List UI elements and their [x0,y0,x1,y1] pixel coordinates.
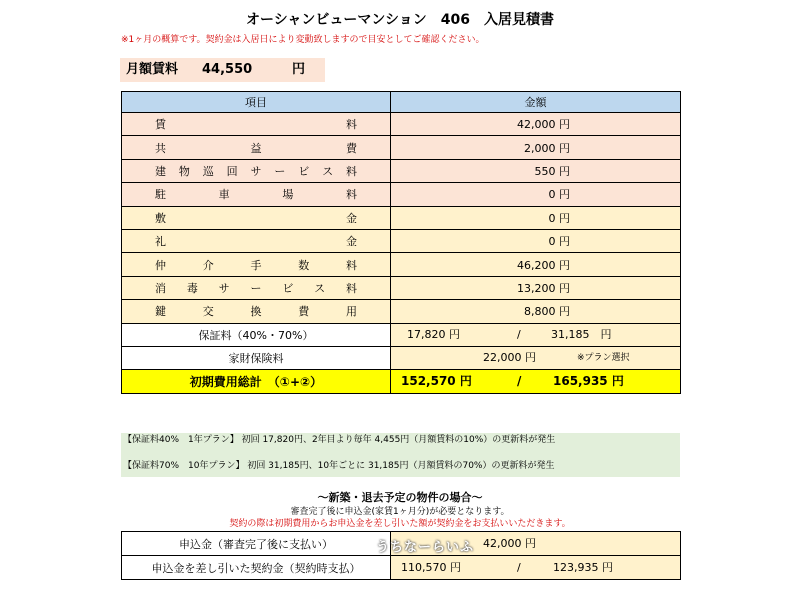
deposit-amount: 42,000 円 [483,537,536,550]
row-item-char: 益 [250,141,262,155]
row-item-label [122,233,390,249]
guarantee-label: 保証料（40%・70%） [122,323,391,346]
row-item-char: 建 [155,164,166,178]
guarantee-amount-70: 31,185 円 [551,327,612,341]
insurance-amounts [391,346,681,369]
table-row [122,300,681,323]
row-item [122,229,391,252]
row-item-char: ー [250,281,262,295]
row-item-char: 場 [282,188,294,202]
table-row [122,183,681,206]
table-row [122,113,681,136]
row-item-char: 介 [202,258,214,272]
row-item-char: 敷 [155,211,166,225]
table-row [122,206,681,229]
contract-slash: / [517,561,521,574]
row-item-label [122,257,390,273]
row-item-char: サ [218,281,230,295]
section-note-2: 契約の際は初期費用からお申込金を差し引いた額が契約金をお支払いいただきます。 [229,519,571,529]
insurance-amount: 22,000 円 [483,351,536,365]
row-item-char: ス [314,281,326,295]
row-amount: 550 円 [391,159,681,182]
total-amount-70: 165,935 円 [553,374,624,389]
row-item-char: 換 [250,305,262,319]
table-row [122,159,681,182]
guarantee-amounts [391,323,681,346]
row-amount: 0 円 [391,206,681,229]
row-item-char: 料 [345,188,357,202]
row-item-char: ス [322,164,334,178]
estimate-table [121,91,681,394]
row-item-char: 料 [346,118,357,132]
row-item [122,206,391,229]
row-item [122,253,391,276]
row-item-label [122,280,390,296]
monthly-rent-label: 月額賃料 [126,62,179,77]
row-item-char: 金 [346,235,357,249]
row-amount: 8,800 円 [391,300,681,323]
monthly-rent-unit: 円 [292,62,306,77]
guarantee-row [122,323,681,346]
row-item-char: 毒 [186,281,198,295]
table-row [122,253,681,276]
contract-label: 申込金を差し引いた契約金（契約時支払） [122,556,391,580]
row-item-label [122,163,390,179]
row-item-label [122,140,390,156]
contract-amount-70: 123,935 円 [553,561,613,574]
watermark-logo: うちなーらいふ [376,540,475,555]
guarantee-slash: / [517,327,521,341]
row-item-char: 費 [298,305,310,319]
row-item-char: 礼 [155,235,166,249]
header-amount: 金額 [391,92,681,113]
insurance-row [122,346,681,369]
total-amount-40: 152,570 円 [401,374,472,389]
row-item-char: 交 [202,305,214,319]
row-amount: 0 円 [391,183,681,206]
row-amount: 2,000 円 [391,136,681,159]
contract-row [122,556,681,580]
row-item-label [122,116,390,132]
row-item-char: サ [250,164,262,178]
contract-amount-cell [391,556,681,580]
row-item-char: ー [274,164,286,178]
row-item [122,159,391,182]
row-item-char: 鍵 [155,305,166,319]
row-item-char: 共 [155,141,166,155]
contract-amount-40: 110,570 円 [401,561,461,574]
row-amount: 13,200 円 [391,276,681,299]
plan-note-40: 【保証料40% 1年プラン】 初回 17,820円、2年目より毎年 4,455円（月額賃料の10%）の更新料が発生 [121,433,680,455]
deposit-label: 申込金（審査完了後に支払い） [122,532,391,556]
table-row [122,229,681,252]
row-item-char: 車 [218,188,230,202]
total-amounts [391,370,681,393]
insurance-note: ※プラン選択 [577,353,630,364]
monthly-rent-value: 44,550 [202,62,253,77]
table-row [122,276,681,299]
row-item [122,300,391,323]
row-amount: 0 円 [391,229,681,252]
page-title: オーシャンビューマンション 406 入居見積書 [245,12,555,28]
row-item-char: 費 [346,141,357,155]
row-item-char: 手 [250,258,262,272]
row-item-char: 料 [346,164,357,178]
row-item-char: 金 [346,211,357,225]
row-item-char: 料 [346,258,357,272]
estimate-notice: ※1ヶ月の概算です。契約金は入居日により変動致しますので目安としてご確認ください。 [121,35,485,45]
row-item [122,136,391,159]
row-item-char: 消 [155,281,166,295]
row-item-char: ビ [298,164,310,178]
guarantee-amount-40: 17,820 円 [407,327,460,341]
row-item-label [122,303,390,319]
row-amount: 46,200 円 [391,253,681,276]
row-item-label [122,186,390,202]
table-row [122,136,681,159]
plan-note-70: 【保証料70% 10年プラン】 初回 31,185円、10年ごとに 31,185円（月額賃料の70%）の更新料が発生 [121,455,680,477]
row-item-char: 巡 [202,164,214,178]
row-item [122,113,391,136]
row-item-char: 料 [345,281,357,295]
row-item-char: 仲 [155,258,166,272]
total-slash: / [517,374,522,389]
section-heading: ～新築・退去予定の物件の場合～ [317,491,483,504]
monthly-rent-box [120,58,325,82]
row-item-char: 賃 [155,118,166,132]
row-item [122,183,391,206]
header-item: 項目 [122,92,391,113]
row-item-char: 物 [178,164,190,178]
row-item-char: 数 [298,258,310,272]
section-note-1: 審査完了後に申込金(家賃1ヶ月分)が必要となります。 [290,507,510,517]
row-item-char: ビ [282,281,294,295]
insurance-label: 家財保険料 [122,346,391,369]
row-item-char: 用 [346,305,357,319]
table-header-row [122,92,681,113]
row-item [122,276,391,299]
row-item-char: 回 [226,164,238,178]
row-item-label [122,210,390,226]
total-row [122,370,681,393]
total-label: 初期費用総計 （①+②） [122,370,391,393]
row-item-char: 駐 [155,188,166,202]
row-amount: 42,000 円 [391,113,681,136]
